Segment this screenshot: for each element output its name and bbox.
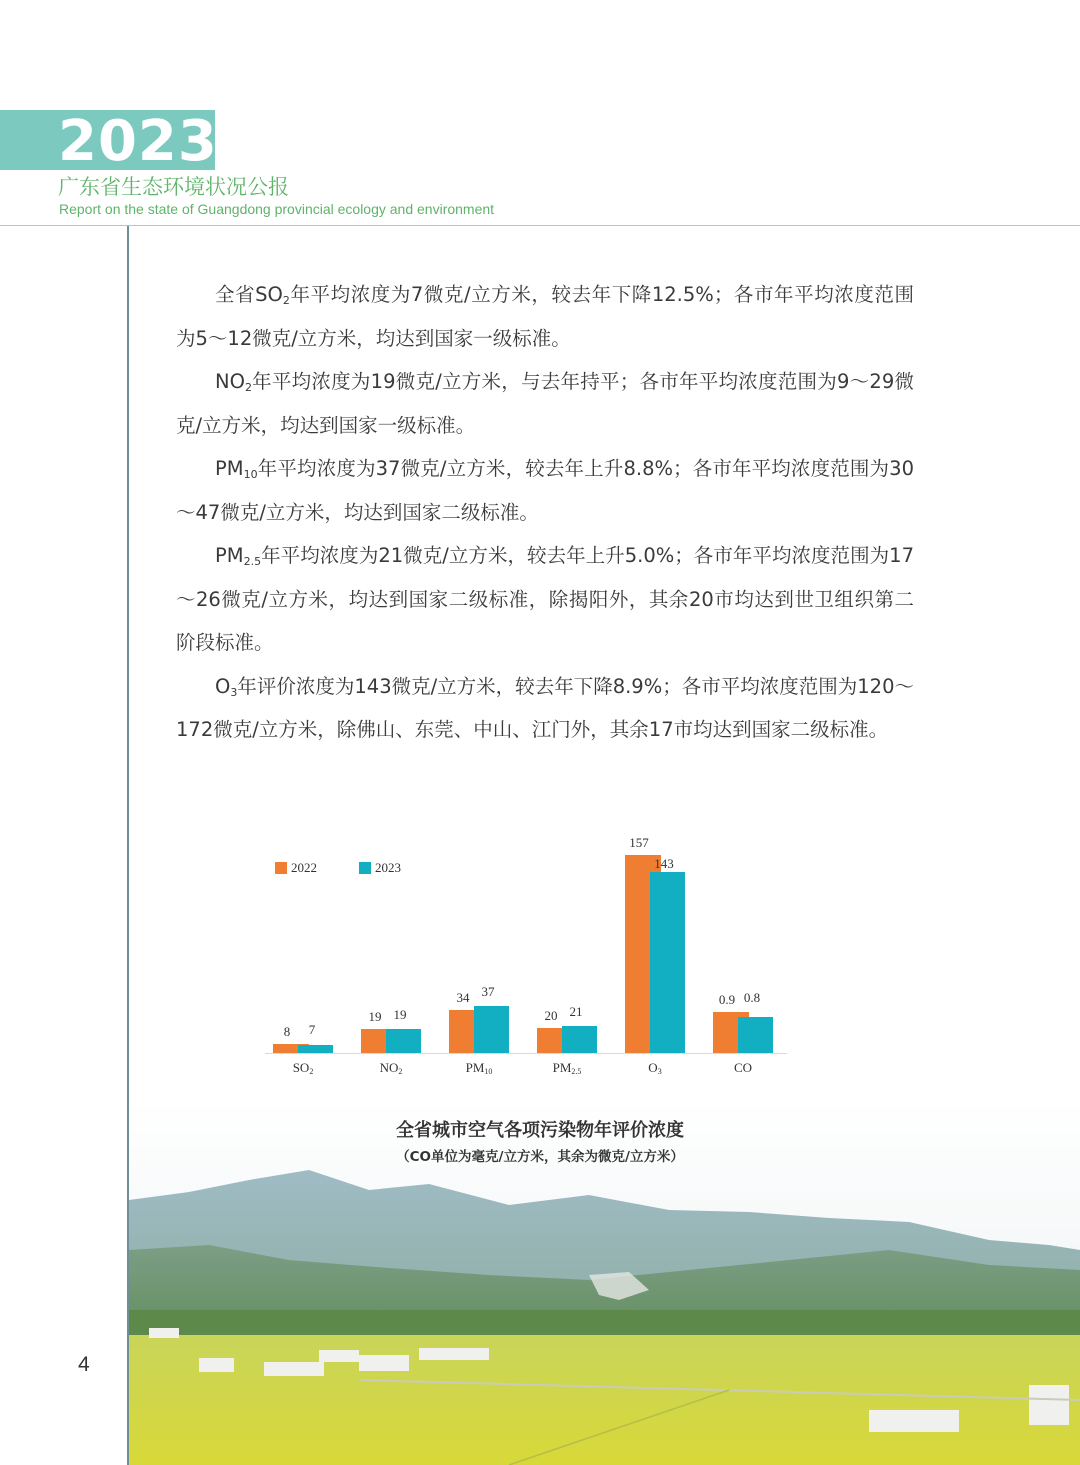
chart-title: 全省城市空气各项污染物年评价浓度	[396, 1120, 684, 1141]
paragraph-no2: $NO_2$年平均浓度为19微克/立方米，与去年持平；各市年平均浓度范围为9～29微克/立方米，均达到国家一级标准。	[176, 370, 914, 437]
bar-value-label: 8	[283, 1024, 291, 1039]
paragraph-so2: 全省$SO_2$年平均浓度为7微克/立方米，较去年下降12.5%；各市年平均浓度范围为5～12微克/立方米，均达到国家一级标准。	[176, 283, 914, 350]
report-title-en: Report on the state of Guangdong provincial ecology and environment	[59, 201, 495, 217]
bar-value-label: 157	[629, 835, 649, 850]
bar-value-label: 34	[456, 990, 470, 1005]
page-number: 4	[78, 1353, 90, 1376]
bar-value-label: 21	[569, 1004, 583, 1019]
bar-value-label: 37	[481, 984, 495, 999]
chart-subtitle: （CO单位为毫克/立方米，其余为微克/立方米）	[396, 1149, 684, 1165]
legend-item-2023: 2023	[359, 860, 401, 876]
bar-2023-pm10	[474, 1006, 509, 1053]
category-label-so2: $SO_2$	[292, 1060, 314, 1076]
category-label-pm10: $PM_{10}$	[465, 1060, 493, 1076]
bar-2023-o3	[650, 872, 685, 1053]
paragraph-pm10: $PM_{10}$年平均浓度为37微克/立方米，较去年上升8.8%；各市年平均浓度范围为30～47微克/立方米，均达到国家二级标准。	[176, 457, 914, 524]
header-divider	[0, 225, 1080, 226]
bar-value-label: 19	[393, 1007, 407, 1022]
bar-value-label: 7	[308, 1022, 316, 1037]
category-label-o3: $O_3$	[648, 1060, 662, 1076]
bar-2023-so2	[298, 1045, 333, 1053]
legend-item-2022: 2022	[275, 860, 317, 876]
bar-value-label: 19	[368, 1009, 382, 1024]
category-label-no2: $NO_2$	[379, 1060, 403, 1076]
category-label-co: CO	[733, 1060, 753, 1075]
bar-value-label: 20	[544, 1008, 558, 1023]
chart-x-axis	[265, 1053, 787, 1054]
bar-2023-co	[738, 1017, 773, 1053]
paragraph-pm25: $PM_{2.5}$年平均浓度为21微克/立方米，较去年上升5.0%；各市年平均浓度范围为17～26微克/立方米，均达到国家二级标准，除揭阳外，其余20市均达到世卫组织第二阶段标准。	[176, 544, 914, 654]
pollutant-bar-chart	[255, 820, 815, 1090]
bar-value-label: 0.8	[743, 990, 761, 1005]
bar-value-label: 0.9	[718, 992, 736, 1007]
category-label-pm25: $PM_{2.5}$	[552, 1060, 582, 1076]
bar-2023-pm25	[562, 1026, 597, 1053]
chart-plot-area	[255, 820, 815, 1054]
report-year: 2023	[58, 109, 218, 174]
body-text	[176, 273, 914, 752]
bar-value-label: 143	[654, 856, 674, 871]
report-title-cn: 广东省生态环境状况公报	[58, 175, 289, 199]
bar-2023-no2	[386, 1029, 421, 1053]
paragraph-o3: $O_3$年评价浓度为143微克/立方米，较去年下降8.9%；各市平均浓度范围为120～172微克/立方米，除佛山、东莞、中山、江门外，其余17市均达到国家二级标准。	[176, 674, 914, 741]
